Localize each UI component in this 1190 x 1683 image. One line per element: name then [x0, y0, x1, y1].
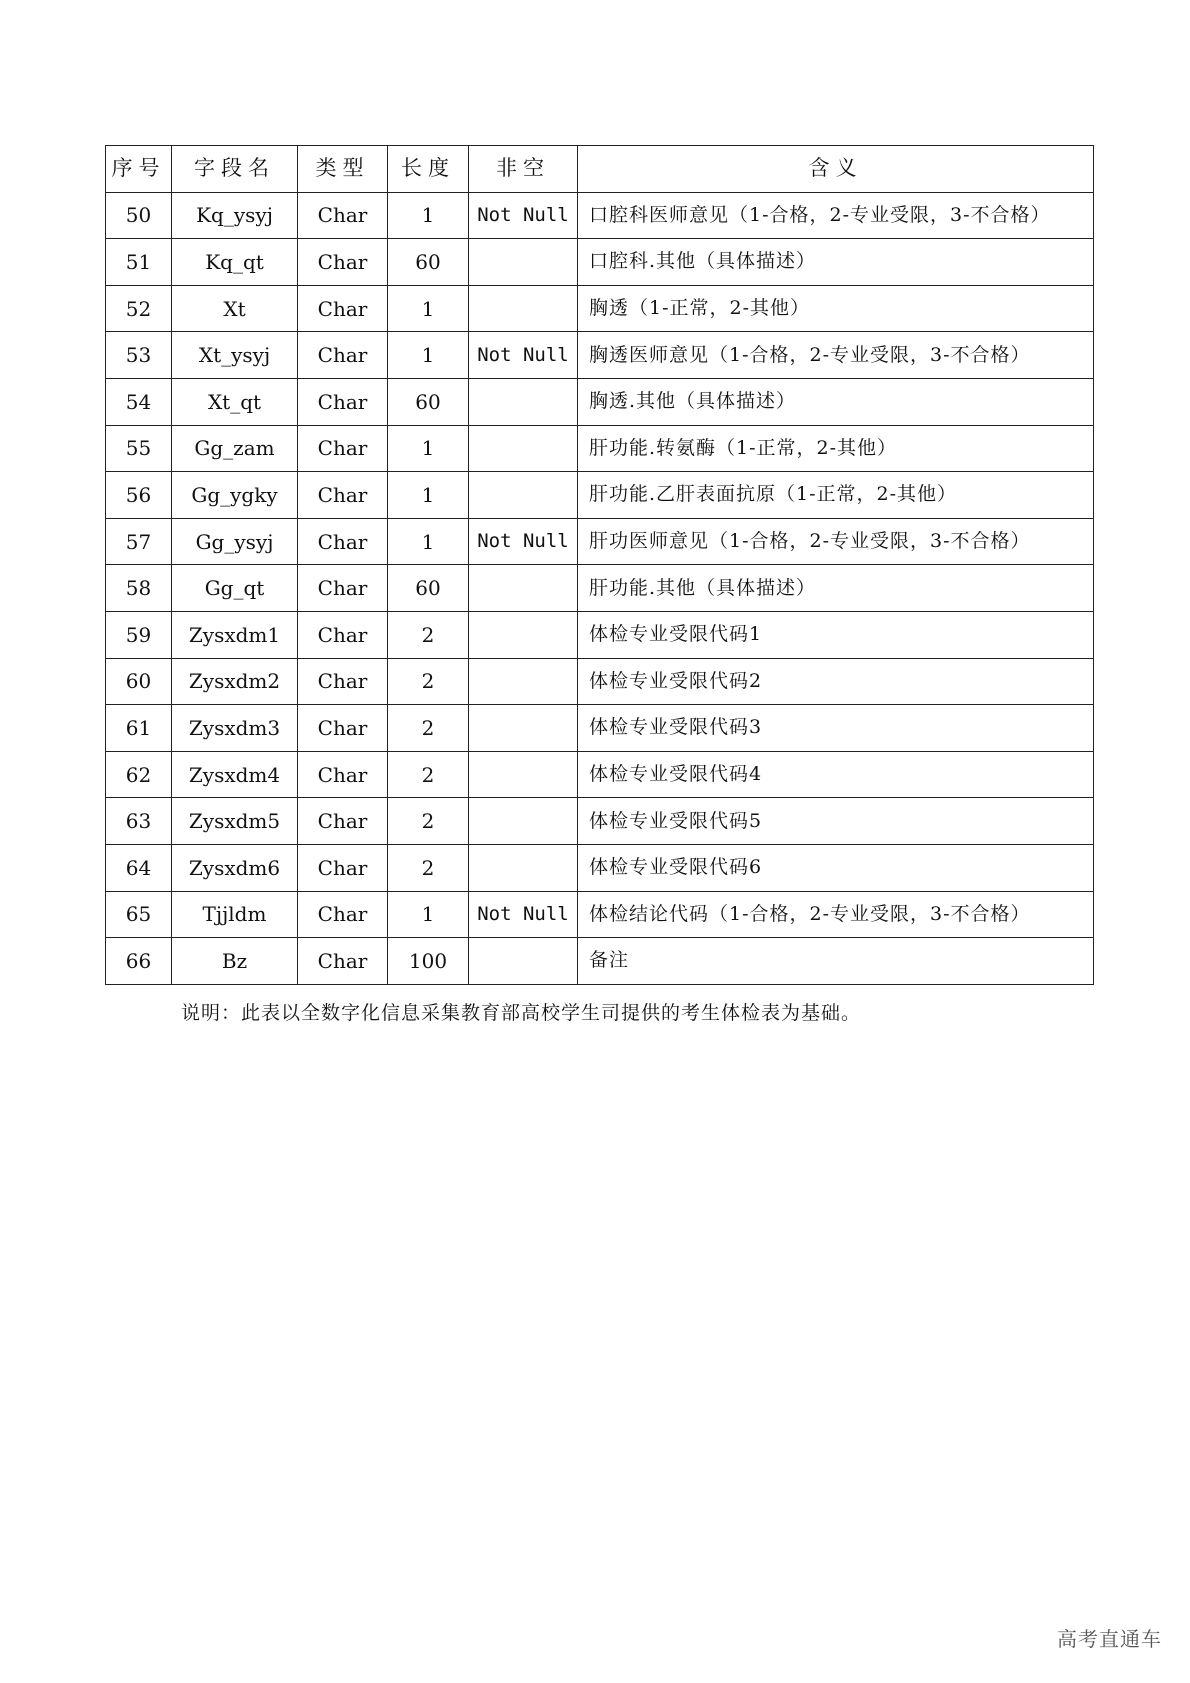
- cell-type: Char: [298, 705, 388, 752]
- cell-type: Char: [298, 798, 388, 845]
- cell-no: 51: [106, 239, 172, 286]
- cell-not-null: [469, 798, 578, 845]
- table-header-row: [106, 146, 1094, 193]
- cell-field: Zysxdm4: [172, 751, 298, 798]
- field-spec-table: [105, 145, 1094, 985]
- header-meaning: 含义: [578, 146, 1094, 193]
- cell-type: Char: [298, 565, 388, 612]
- cell-not-null: [469, 938, 578, 985]
- cell-field: Gg_zam: [172, 425, 298, 472]
- header-type: 类型: [298, 146, 388, 193]
- table-row: [106, 891, 1094, 938]
- cell-meaning: 口腔科医师意见（1-合格，2-专业受限，3-不合格）: [578, 192, 1094, 239]
- cell-not-null: [469, 705, 578, 752]
- cell-field: Xt_ysyj: [172, 332, 298, 379]
- cell-meaning: 体检专业受限代码5: [578, 798, 1094, 845]
- cell-length: 1: [388, 192, 469, 239]
- table-row: [106, 332, 1094, 379]
- cell-meaning: 体检结论代码（1-合格，2-专业受限，3-不合格）: [578, 891, 1094, 938]
- cell-meaning: 体检专业受限代码2: [578, 658, 1094, 705]
- header-not-null: 非空: [469, 146, 578, 193]
- cell-length: 60: [388, 565, 469, 612]
- cell-length: 1: [388, 285, 469, 332]
- cell-no: 54: [106, 378, 172, 425]
- cell-field: Zysxdm5: [172, 798, 298, 845]
- cell-type: Char: [298, 518, 388, 565]
- cell-field: Gg_ysyj: [172, 518, 298, 565]
- cell-length: 60: [388, 239, 469, 286]
- cell-type: Char: [298, 192, 388, 239]
- cell-length: 1: [388, 332, 469, 379]
- cell-meaning: 体检专业受限代码3: [578, 705, 1094, 752]
- cell-not-null: Not Null: [469, 332, 578, 379]
- cell-meaning: 胸透.其他（具体描述）: [578, 378, 1094, 425]
- cell-not-null: Not Null: [469, 891, 578, 938]
- cell-type: Char: [298, 425, 388, 472]
- cell-type: Char: [298, 891, 388, 938]
- cell-no: 59: [106, 611, 172, 658]
- table-row: [106, 239, 1094, 286]
- cell-field: Gg_ygky: [172, 472, 298, 519]
- cell-no: 60: [106, 658, 172, 705]
- cell-type: Char: [298, 239, 388, 286]
- cell-type: Char: [298, 378, 388, 425]
- cell-not-null: [469, 285, 578, 332]
- cell-no: 62: [106, 751, 172, 798]
- table-row: [106, 565, 1094, 612]
- cell-length: 1: [388, 518, 469, 565]
- table-row: [106, 611, 1094, 658]
- cell-field: Zysxdm1: [172, 611, 298, 658]
- cell-no: 53: [106, 332, 172, 379]
- cell-meaning: 备注: [578, 938, 1094, 985]
- cell-not-null: [469, 239, 578, 286]
- cell-not-null: [469, 565, 578, 612]
- table-row: [106, 472, 1094, 519]
- cell-field: Zysxdm3: [172, 705, 298, 752]
- cell-meaning: 胸透（1-正常，2-其他）: [578, 285, 1094, 332]
- cell-no: 64: [106, 844, 172, 891]
- cell-type: Char: [298, 285, 388, 332]
- table-row: [106, 285, 1094, 332]
- header-length: 长度: [388, 146, 469, 193]
- cell-meaning: 体检专业受限代码1: [578, 611, 1094, 658]
- cell-not-null: [469, 844, 578, 891]
- cell-not-null: [469, 751, 578, 798]
- cell-not-null: [469, 658, 578, 705]
- cell-field: Xt: [172, 285, 298, 332]
- cell-no: 52: [106, 285, 172, 332]
- cell-type: Char: [298, 844, 388, 891]
- cell-length: 100: [388, 938, 469, 985]
- table-row: [106, 844, 1094, 891]
- cell-not-null: [469, 472, 578, 519]
- cell-type: Char: [298, 472, 388, 519]
- cell-type: Char: [298, 332, 388, 379]
- cell-no: 66: [106, 938, 172, 985]
- cell-not-null: Not Null: [469, 518, 578, 565]
- cell-meaning: 肝功能.转氨酶（1-正常，2-其他）: [578, 425, 1094, 472]
- table-row: [106, 798, 1094, 845]
- cell-field: Kq_ysyj: [172, 192, 298, 239]
- cell-field: Gg_qt: [172, 565, 298, 612]
- header-no: 序号: [106, 146, 172, 193]
- cell-not-null: [469, 611, 578, 658]
- cell-type: Char: [298, 938, 388, 985]
- cell-length: 2: [388, 798, 469, 845]
- cell-meaning: 肝功能.乙肝表面抗原（1-正常，2-其他）: [578, 472, 1094, 519]
- cell-no: 61: [106, 705, 172, 752]
- cell-meaning: 肝功能.其他（具体描述）: [578, 565, 1094, 612]
- cell-not-null: Not Null: [469, 192, 578, 239]
- table-note: 说明：此表以全数字化信息采集教育部高校学生司提供的考生体检表为基础。: [181, 1002, 862, 1024]
- header-field: 字段名: [172, 146, 298, 193]
- cell-length: 2: [388, 751, 469, 798]
- cell-not-null: [469, 378, 578, 425]
- cell-no: 50: [106, 192, 172, 239]
- cell-no: 57: [106, 518, 172, 565]
- cell-length: 2: [388, 611, 469, 658]
- table-row: [106, 705, 1094, 752]
- table-row: [106, 751, 1094, 798]
- cell-length: 1: [388, 472, 469, 519]
- table-row: [106, 658, 1094, 705]
- cell-length: 60: [388, 378, 469, 425]
- cell-not-null: [469, 425, 578, 472]
- cell-length: 2: [388, 658, 469, 705]
- cell-meaning: 胸透医师意见（1-合格，2-专业受限，3-不合格）: [578, 332, 1094, 379]
- cell-no: 55: [106, 425, 172, 472]
- cell-field: Xt_qt: [172, 378, 298, 425]
- cell-type: Char: [298, 751, 388, 798]
- cell-meaning: 体检专业受限代码4: [578, 751, 1094, 798]
- cell-type: Char: [298, 611, 388, 658]
- cell-meaning: 体检专业受限代码6: [578, 844, 1094, 891]
- watermark-text: 高考直通车: [1057, 1627, 1162, 1651]
- table-row: [106, 518, 1094, 565]
- cell-meaning: 口腔科.其他（具体描述）: [578, 239, 1094, 286]
- cell-no: 56: [106, 472, 172, 519]
- cell-length: 1: [388, 891, 469, 938]
- table-row: [106, 425, 1094, 472]
- table-row: [106, 192, 1094, 239]
- cell-meaning: 肝功医师意见（1-合格，2-专业受限，3-不合格）: [578, 518, 1094, 565]
- cell-field: Zysxdm2: [172, 658, 298, 705]
- cell-length: 2: [388, 705, 469, 752]
- cell-field: Zysxdm6: [172, 844, 298, 891]
- cell-field: Bz: [172, 938, 298, 985]
- cell-field: Tjjldm: [172, 891, 298, 938]
- table-row: [106, 938, 1094, 985]
- cell-no: 65: [106, 891, 172, 938]
- cell-length: 2: [388, 844, 469, 891]
- cell-field: Kq_qt: [172, 239, 298, 286]
- table-row: [106, 378, 1094, 425]
- cell-no: 58: [106, 565, 172, 612]
- cell-no: 63: [106, 798, 172, 845]
- cell-length: 1: [388, 425, 469, 472]
- cell-type: Char: [298, 658, 388, 705]
